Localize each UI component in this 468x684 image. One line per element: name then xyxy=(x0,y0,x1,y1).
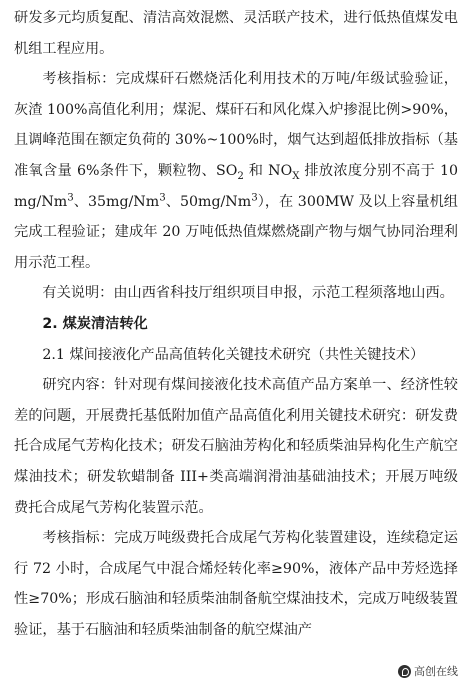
section-heading: 2. 煤炭清洁转化 xyxy=(42,315,148,332)
subsection-heading: 2.1 煤间接液化产品高值转化关键技术研究（共性关键技术） xyxy=(42,346,425,363)
assessment-text-a: 考核指标：完成煤矸石燃烧活化利用技术的万吨/年级试验验证，灰渣 100%高值化利用；煤泥、煤矸石和风化煤入炉掺混比例>90%，且调峰范围在额定负荷的 30%~100%时，烟气达到超低排放指标（基准氧含量 6%条件下，颗粒物、SO xyxy=(14,71,458,179)
unit-superscript-2: 3 xyxy=(159,191,166,203)
assessment-text-c: 排放浓度分别不高于 10mg/Nm xyxy=(14,162,458,210)
unit-superscript-3: 3 xyxy=(251,191,258,203)
paragraph-research-content: 研究内容：针对现有煤间接液化技术高值产品方案单一、经济性较差的问题，开展费托基低附加值产品高值化利用关键技术研究：研发费托合成尾气芳构化技术；研发石脑油芳构化和轻质柴油异构化生产航空煤油技术；研发软蜡制备 III+类高端润滑油基础油技术；开展万吨级费托合成尾气芳构化装置示范。 xyxy=(14,377,458,516)
paragraph-assessment-indicators xyxy=(14,64,458,278)
watermark-text: 高创在线 xyxy=(414,665,458,678)
wechat-logo-icon xyxy=(398,665,411,678)
watermark xyxy=(396,662,460,680)
nox-subscript: X xyxy=(292,170,300,182)
so2-subscript: 2 xyxy=(237,170,244,182)
assessment-text-b: 和 NO xyxy=(243,162,293,179)
assessment-text-d: 、35mg/Nm xyxy=(73,193,160,210)
paragraph-notes: 有关说明：由山西省科技厅组织项目申报，示范工程须落地山西。 xyxy=(42,285,454,302)
document-page xyxy=(14,3,458,645)
unit-superscript-1: 3 xyxy=(67,191,74,203)
paragraph-tech-research: 研发多元均质复配、清洁高效混燃、灵活联产技术，进行低热值煤发电机组工程应用。 xyxy=(14,10,458,57)
assessment-text-e: 、50mg/Nm xyxy=(165,193,252,210)
paragraph-assessment-indicators-2: 考核指标：完成万吨级费托合成尾气芳构化装置建设，连续稳定运行 72 小时，合成尾气中混合烯烃转化率≥90%，液体产品中芳烃选择性≥70%；形成石脑油和轻质柴油制备航空煤油技术，完成万吨级装置验证，基于石脑油和轻质柴油制备的航空煤油产 xyxy=(14,530,458,638)
assessment-text-f: ），在 300MW 及以上容量机组完成工程验证；建成年 20 万吨低热值煤燃烧副产物与烟气协同治理利用示范工程。 xyxy=(14,193,458,271)
